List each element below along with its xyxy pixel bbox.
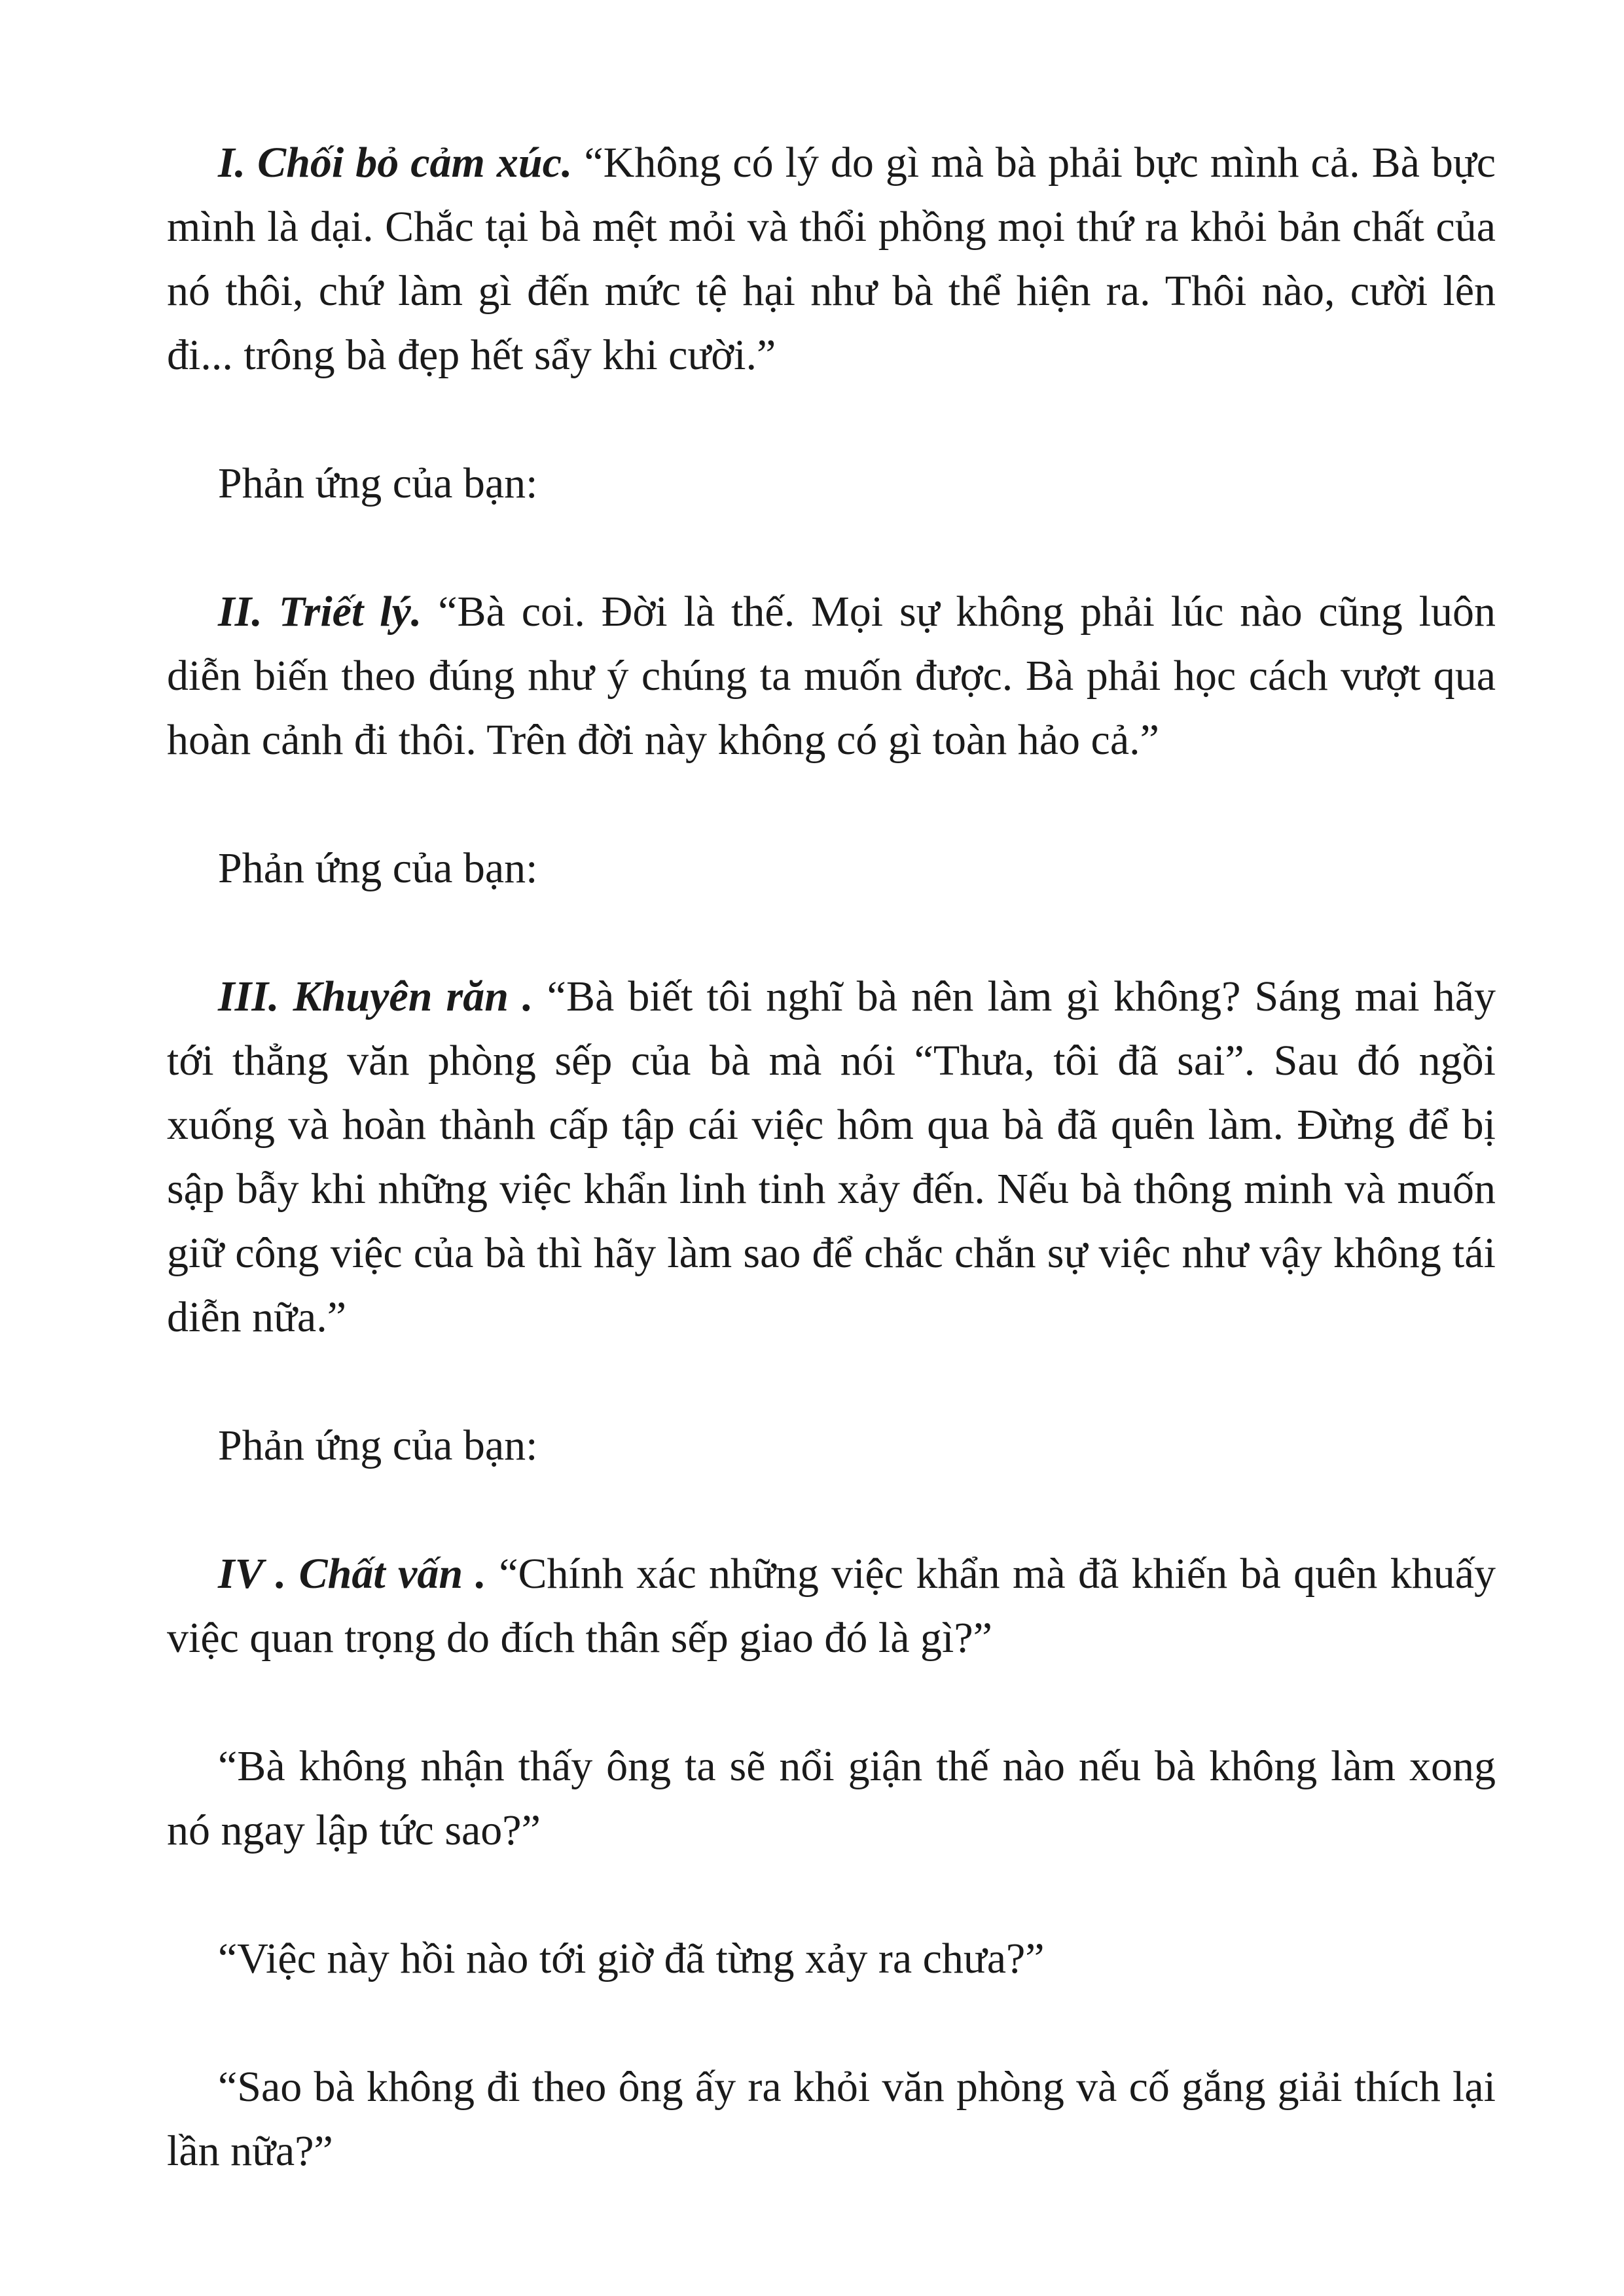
paragraph-heading: III. Khuyên răn . [218, 973, 533, 1020]
paragraph-advice [167, 965, 1496, 1350]
paragraph-text: “Sao bà không đi theo ông ấy ra khỏi văn phòng và cố gắng giải thích lại lần nữa?” [167, 2063, 1496, 2175]
paragraph-philosophy [167, 580, 1496, 772]
quote-paragraph [167, 1927, 1496, 1991]
paragraph-heading: IV . Chất vấn . [218, 1550, 486, 1598]
paragraph-denial [167, 131, 1496, 387]
paragraph-text: Phản ứng của bạn: [218, 1422, 538, 1469]
response-prompt [167, 1414, 1496, 1478]
quote-paragraph [167, 1734, 1496, 1863]
paragraph-questioning [167, 1542, 1496, 1670]
paragraph-text: “Bà biết tôi nghĩ bà nên làm gì không? Sáng mai hãy tới thẳng văn phòng sếp của bà mà nói “Thưa, tôi đã sai”. Sau đó ngồi xuống và hoàn thành cấp tập cái việc hôm qua bà đã quên làm. Đừng để bị sập bẫy khi những việc khẩn linh tinh xảy đến. Nếu bà thông minh và muốn giữ công việc của bà thì hãy làm sao để chắc chắn sự việc như vậy không tái diễn nữa.” [167, 973, 1496, 1341]
paragraph-text: Phản ứng của bạn: [218, 459, 538, 507]
paragraph-text: “Việc này hồi nào tới giờ đã từng xảy ra chưa?” [218, 1935, 1045, 1982]
page-body [167, 131, 1496, 2183]
quote-paragraph [167, 2055, 1496, 2183]
paragraph-text: “Không có lý do gì mà bà phải bực mình cả. Bà bực mình là dại. Chắc tại bà mệt mỏi và thổi phồng mọi thứ ra khỏi bản chất của nó thôi, chứ làm gì đến mức tệ hại như bà thể hiện ra. Thôi nào, cười lên đi... trông bà đẹp hết sẩy khi cười.” [167, 139, 1496, 379]
response-prompt [167, 836, 1496, 901]
paragraph-text: “Bà coi. Đời là thế. Mọi sự không phải lúc nào cũng luôn diễn biến theo đúng như ý chúng ta muốn được. Bà phải học cách vượt qua hoàn cảnh đi thôi. Trên đời này không có gì toàn hảo cả.” [167, 588, 1496, 764]
paragraph-text: Phản ứng của bạn: [218, 844, 538, 892]
response-prompt [167, 452, 1496, 516]
paragraph-text: “Bà không nhận thấy ông ta sẽ nổi giận thế nào nếu bà không làm xong nó ngay lập tức sao?” [167, 1742, 1496, 1854]
paragraph-text: “Chính xác những việc khẩn mà đã khiến bà quên khuấy việc quan trọng do đích thân sếp giao đó là gì?” [167, 1550, 1496, 1662]
paragraph-heading: I. Chối bỏ cảm xúc. [218, 139, 573, 187]
paragraph-heading: II. Triết lý. [218, 588, 422, 636]
